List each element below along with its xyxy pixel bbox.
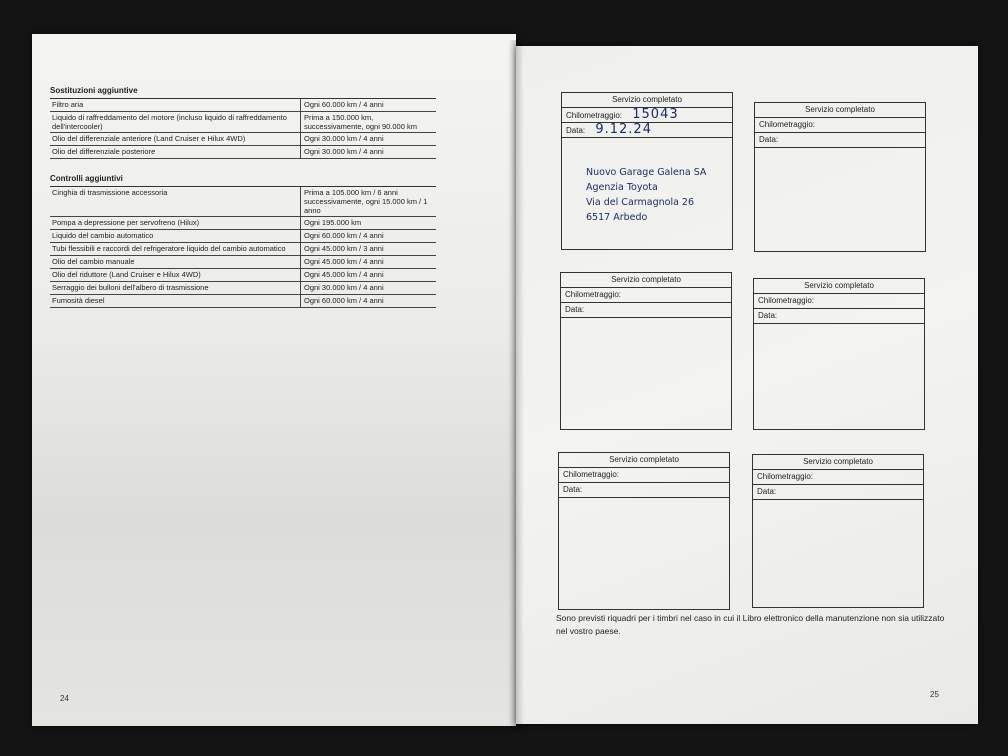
mileage-label: Chilometraggio: xyxy=(563,470,620,479)
table-row xyxy=(50,99,436,112)
date-label: Data: xyxy=(759,135,779,144)
service-box-title: Servizio completato xyxy=(562,93,732,108)
mileage-label: Chilometraggio: xyxy=(566,111,623,120)
table-row xyxy=(50,230,436,243)
table-row xyxy=(50,146,436,159)
row-item: Tubi flessibili e raccordi del refrigeratore liquido del cambio automatico xyxy=(52,244,286,253)
date-label: Data: xyxy=(758,311,778,320)
service-box-title: Servizio completato xyxy=(755,103,925,118)
stamp-line: Nuovo Garage Galena SA xyxy=(586,167,707,178)
service-box xyxy=(560,272,732,430)
mileage-field xyxy=(753,470,923,485)
mileage-label: Chilometraggio: xyxy=(759,120,816,129)
table-row xyxy=(50,256,436,269)
stamp-note: Sono previsti riquadri per i timbri nel caso in cui il Libro elettronico della manutenzione non sia utilizzato nel vostro paese. xyxy=(556,613,945,636)
row-interval: Prima a 105.000 km / 6 anni successivamente, ogni 15.000 km / 1 anno xyxy=(300,187,436,216)
row-item: Olio del riduttore (Land Cruiser e Hilux 4WD) xyxy=(52,270,201,279)
date-label: Data: xyxy=(566,126,586,135)
table-row xyxy=(50,133,436,146)
stamp-line: 6517 Arbedo xyxy=(586,212,648,223)
row-interval: Ogni 30.000 km / 4 anni xyxy=(300,282,436,294)
table-row xyxy=(50,112,436,133)
row-interval: Ogni 45.000 km / 4 anni xyxy=(300,256,436,268)
date-value: 9.12.24 xyxy=(595,122,652,137)
service-box-title: Servizio completato xyxy=(753,455,923,470)
date-label: Data: xyxy=(757,487,777,496)
row-item: Liquido di raffreddamento del motore (incluso liquido di raffreddamento dell'intercooler) xyxy=(52,113,287,131)
row-item: Cinghia di trasmissione accessoria xyxy=(52,188,168,197)
mileage-value: 15043 xyxy=(632,107,679,122)
mileage-label: Chilometraggio: xyxy=(757,472,814,481)
service-box xyxy=(752,454,924,608)
date-field xyxy=(561,303,731,318)
table-row xyxy=(50,269,436,282)
table-row xyxy=(50,217,436,230)
table-row xyxy=(50,282,436,295)
row-item: Serraggio dei bulloni dell'albero di trasmissione xyxy=(52,283,209,292)
mileage-label: Chilometraggio: xyxy=(565,290,622,299)
service-box-title: Servizio completato xyxy=(559,453,729,468)
table-row xyxy=(50,187,436,217)
row-item: Fumosità diesel xyxy=(52,296,105,305)
mileage-field xyxy=(755,118,925,133)
page-number-left: 24 xyxy=(60,694,69,703)
page-number-right: 25 xyxy=(930,690,939,699)
section-title: Controlli aggiuntivi xyxy=(50,172,436,187)
row-item: Liquido del cambio automatico xyxy=(52,231,154,240)
row-interval: Ogni 60.000 km / 4 anni xyxy=(300,99,436,111)
date-field xyxy=(753,485,923,500)
book-spine xyxy=(508,40,524,730)
row-interval: Ogni 45.000 km / 4 anni xyxy=(300,269,436,281)
additional-replacements-table xyxy=(50,84,436,159)
service-box xyxy=(561,92,733,250)
mileage-field xyxy=(561,288,731,303)
row-item: Pompa a depressione per servofreno (Hilux) xyxy=(52,218,200,227)
mileage-label: Chilometraggio: xyxy=(758,296,815,305)
stamp-line: Via del Carmagnola 26 xyxy=(586,197,695,208)
row-item: Olio del cambio manuale xyxy=(52,257,135,266)
row-interval: Ogni 30.000 km / 4 anni xyxy=(300,146,436,158)
dealer-stamp xyxy=(586,165,706,225)
row-item: Filtro aria xyxy=(52,100,84,109)
row-interval: Ogni 45.000 km / 3 anni xyxy=(300,243,436,255)
service-box-title: Servizio completato xyxy=(561,273,731,288)
additional-checks-table xyxy=(50,172,436,308)
service-box-title: Servizio completato xyxy=(754,279,924,294)
table-row xyxy=(50,295,436,308)
section-title: Sostituzioni aggiuntive xyxy=(50,84,436,99)
row-interval: Ogni 30.000 km / 4 anni xyxy=(300,133,436,145)
service-box xyxy=(558,452,730,610)
date-label: Data: xyxy=(563,485,583,494)
row-item: Olio del differenziale posteriore xyxy=(52,147,156,156)
row-interval: Ogni 195.000 km xyxy=(300,217,436,229)
mileage-field xyxy=(754,294,924,309)
service-box xyxy=(754,102,926,252)
row-interval: Prima a 150.000 km, successivamente, ogni 90.000 km xyxy=(300,112,436,132)
date-field xyxy=(562,123,732,138)
mileage-field xyxy=(562,108,732,123)
table-row xyxy=(50,243,436,256)
row-interval: Ogni 60.000 km / 4 anni xyxy=(300,295,436,307)
date-label: Data: xyxy=(565,305,585,314)
date-field xyxy=(755,133,925,148)
stamp-line: Agenzia Toyota xyxy=(586,182,658,193)
mileage-field xyxy=(559,468,729,483)
row-interval: Ogni 60.000 km / 4 anni xyxy=(300,230,436,242)
row-item: Olio del differenziale anteriore (Land Cruiser e Hilux 4WD) xyxy=(52,134,246,143)
service-box xyxy=(753,278,925,430)
date-field xyxy=(754,309,924,324)
date-field xyxy=(559,483,729,498)
